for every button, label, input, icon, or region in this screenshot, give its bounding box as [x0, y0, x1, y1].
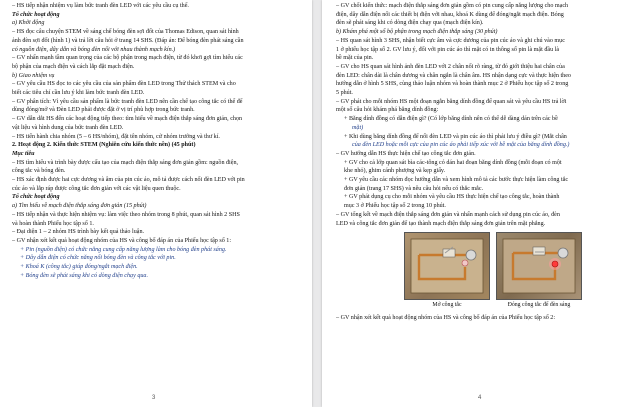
text-line: – GV dẫn dắt HS đến các hoạt động tiếp theo: tìm hiểu về mạch điện thắp sáng đơn giản, chọn — [12, 116, 243, 123]
text-line: + Dây dẫn điện có chức năng nối bóng đèn và công tắc với pin. — [20, 255, 176, 262]
text-line: Mục tiêu — [12, 150, 35, 157]
text-line: mặt) — [352, 124, 364, 131]
text-line: – GV phân tích: Vì yêu cầu sản phẩm là bức tranh đèn LED nên cần chế tạo công tắc có thể để — [12, 98, 243, 105]
text-line: – GV chốt kiến thức: mạch điện thắp sáng đơn giản gồm có pin cung cấp năng lượng cho mạch — [336, 3, 569, 9]
text-line: – HS tiếp nhận nhiệm vụ làm bức tranh đèn LED với các yêu cầu cụ thể. — [12, 3, 189, 9]
text-line: – GV nhấn mạnh tầm quan trọng của các bộ phận trong mạch điện, từ đó khơi gợi tìm hiểu các — [12, 55, 243, 62]
text-line: – GV phát cho mỗi nhóm HS một đoạn ngắn băng dính đồng để quan sát và yêu cầu HS trả lời — [336, 98, 567, 105]
page-number: 3 — [152, 395, 156, 401]
figure-switch-open — [404, 232, 490, 308]
text-line: 2. Hoạt động 2. Kiến thức STEM (Nghiên cứu kiến thức nền) (45 phút) — [12, 142, 196, 149]
text-line: 1 ở phiếu học tập số 2. GV lưu ý, đối với pin cúc áo thì mặt có in thông số pin là mặt đầu là — [336, 46, 560, 53]
text-line: của đèn LED hoặc mỗi cực của pin cúc áo phải tiếp xúc với bề mặt của băng dính đồng.) — [352, 142, 570, 149]
text-line: Tổ chức hoạt động — [12, 11, 60, 18]
text-line: đèn LED: chân dài là chân dương và chân ngắn là chân âm. HS nhận dạng cực và thực hiện theo — [336, 72, 571, 79]
document-page-right — [322, 0, 640, 407]
text-line: + Khoá K (công tắc) giúp đóng/ngắt mạch điện. — [20, 264, 138, 271]
page-number: 4 — [478, 395, 482, 401]
text-line: dùng đóng/mở và Đèn LED phải được đặt ở vị trí phù hợp trong bức tranh. — [12, 107, 195, 114]
text-line: bộ phận của mạch điện và cách lắp đặt mạch điện. — [12, 63, 135, 70]
text-line: biết các tiêu chí cần lưu ý khi làm bức tranh đèn LED. — [12, 90, 145, 97]
text-line: – HS đọc câu chuyện STEM về sáng chế bóng đèn sợi đốt của Thomas Edison, quan sát hình — [12, 29, 239, 36]
text-line: 5 phút. — [336, 90, 353, 97]
text-line: LED và công tắc đơn giản để tạo thành mạch điện thắp sáng đơn giản trên mặt phẳng. — [336, 220, 546, 227]
circuit-closed-illustration — [497, 233, 581, 299]
text-line: + Băng dính đồng có dẫn điện gì? (Có lớp băng dính nên có thể dễ dàng dán trên các bề — [344, 116, 558, 123]
circuit-open-illustration — [405, 233, 489, 299]
text-line: – GV hướng dẫn HS thực hiện chế tạo công tắc đơn giản. — [336, 150, 476, 157]
text-line: a) Tìm hiểu về mạch điện thắp sáng đơn giản (15 phút) — [12, 203, 147, 210]
text-line: – GV yêu cầu HS đọc to các yêu cầu của sản phẩm đèn LED trong Thử thách STEM và cho — [12, 81, 236, 88]
text-line: công tắc và bóng đèn. — [12, 168, 66, 175]
text-line: – Đại diện 1 – 2 nhóm HS trình bày kết quả thảo luận. — [12, 229, 145, 236]
text-line: – GV nhận xét kết quả hoạt động nhóm của HS và công bố đáp án của Phiếu học tập số 1: — [12, 237, 232, 244]
text-line: b) Giao nhiệm vụ — [12, 72, 55, 79]
text-line: bề mặt của pin. — [336, 55, 374, 62]
text-line: đơn giản (trang 17 SHS) và nêu câu hỏi nếu có thắc mắc. — [344, 185, 484, 192]
text-line: khe nhỏ), ghim cánh phượng và kẹp giấy. — [344, 168, 446, 175]
text-line: – HS tiến hành chia nhóm (5 – 6 HS/nhóm), đặt tên nhóm, cử nhóm trưởng và thư kí. — [12, 133, 220, 140]
text-line: – HS quan sát hình 3 SHS, nhận biết cực âm và cực dương của pin cúc áo và ghi chú vào mục — [336, 37, 565, 44]
text-line: vật liệu và hình dung của bức tranh đèn LED. — [12, 124, 124, 131]
text-line: + GV cho cả lớp quan sát bìa các-tông có dán hai đoạn băng dính đồng (mỗi đoạn có một — [344, 159, 562, 166]
photo-switch-closed — [496, 232, 582, 300]
text-line: – HS tìm hiểu và trình bày được cấu tạo của mạch điện thắp sáng đơn giản gồm: nguồn điện, — [12, 159, 239, 166]
text-line: – HS xác định được hai cực dương và âm của pin cúc áo, mô tả được cách nối đèn LED với pin — [12, 177, 245, 184]
text-line: có nguồn điện, dây dẫn và bóng đèn nối với nhau thành mạch kín.) — [12, 46, 176, 53]
text-line: và hoàn thành Phiếu học tập số 1. — [12, 220, 94, 227]
text-line: điện, dây dẫn điện nối các thiết bị điện với nhau, khoá K dùng để đóng/ngắt mạch điện. Bóng — [336, 11, 564, 18]
text-line: + Bóng đèn sẽ phát sáng khi có dòng điện chạy qua. — [20, 272, 148, 279]
text-line: một số câu hỏi khám phá băng dính đồng: — [336, 107, 439, 114]
text-line: – GV nhận xét kết quả hoạt động nhóm của HS và công bố đáp án của Phiếu học tập số 2: — [336, 315, 556, 322]
text-line: a) Khởi động — [12, 20, 45, 27]
text-line: + GV yêu cầu các nhóm đọc hướng dẫn và xem hình mô tả các bước thực hiện làm công tắc — [344, 177, 569, 184]
text-line: hướng dẫn ở hình 5 SHS, cùng thảo luận nhóm và hoàn thành mục 2 ở Phiếu học tập số 2 trong — [336, 81, 569, 88]
text-line: + Khi dùng băng dính đồng để nối đèn LED và pin cúc áo thì phải lưu ý điều gì? (Mắt chân — [344, 133, 567, 140]
figure-row — [404, 232, 630, 308]
figure-switch-closed — [496, 232, 582, 308]
text-line: + Pin (nguồn điện) có chức năng cung cấp năng lượng làm cho bóng đèn phát sáng. — [20, 246, 227, 253]
text-line: mục 3 ở Phiếu học tập số 2 trong 10 phút. — [344, 203, 446, 210]
text-line: ảnh đèn sợi đốt (hình 1) và trả lời câu hỏi ở trang 14 SHS. (Đáp án: Để bóng đèn phát sáng cần — [12, 37, 244, 44]
figure-caption: Đóng công tắc để đèn sáng — [507, 302, 571, 309]
text-line: cúc áo và lắp ráp được công tắc đơn giản với các vật liệu quen thuộc. — [12, 185, 181, 192]
document-page-left — [0, 0, 312, 407]
text-line: + GV phát dụng cụ cho mỗi nhóm và yêu cầu HS thực hiện chế tạo công tắc, hoàn thành — [344, 194, 560, 201]
figure-caption: Mở công tắc — [432, 302, 462, 309]
text-line: Tổ chức hoạt động — [12, 194, 60, 201]
text-line: đèn sẽ phát sáng khi có dòng điện chạy qua (mạch điện kín). — [336, 20, 484, 27]
page-right-body — [322, 0, 640, 323]
text-line: – GV tổng kết về mạch điện thắp sáng đơn giản và nhấn mạnh cách sử dụng pin cúc áo, đèn — [336, 211, 560, 218]
page-left-body — [0, 0, 312, 281]
photo-switch-open — [404, 232, 490, 300]
text-line: – GV cho HS quan sát hình ảnh đèn LED với 2 chân nối rõ ràng, từ đó giới thiệu hai chân của — [336, 63, 565, 70]
text-line: – HS tiếp nhận và thực hiện nhiệm vụ: làm việc theo nhóm trong 8 phút, quan sát hình 2 SHS — [12, 211, 240, 218]
text-line: b) Khám phá một số bộ phận trong mạch điện thắp sáng (30 phút) — [336, 29, 498, 36]
